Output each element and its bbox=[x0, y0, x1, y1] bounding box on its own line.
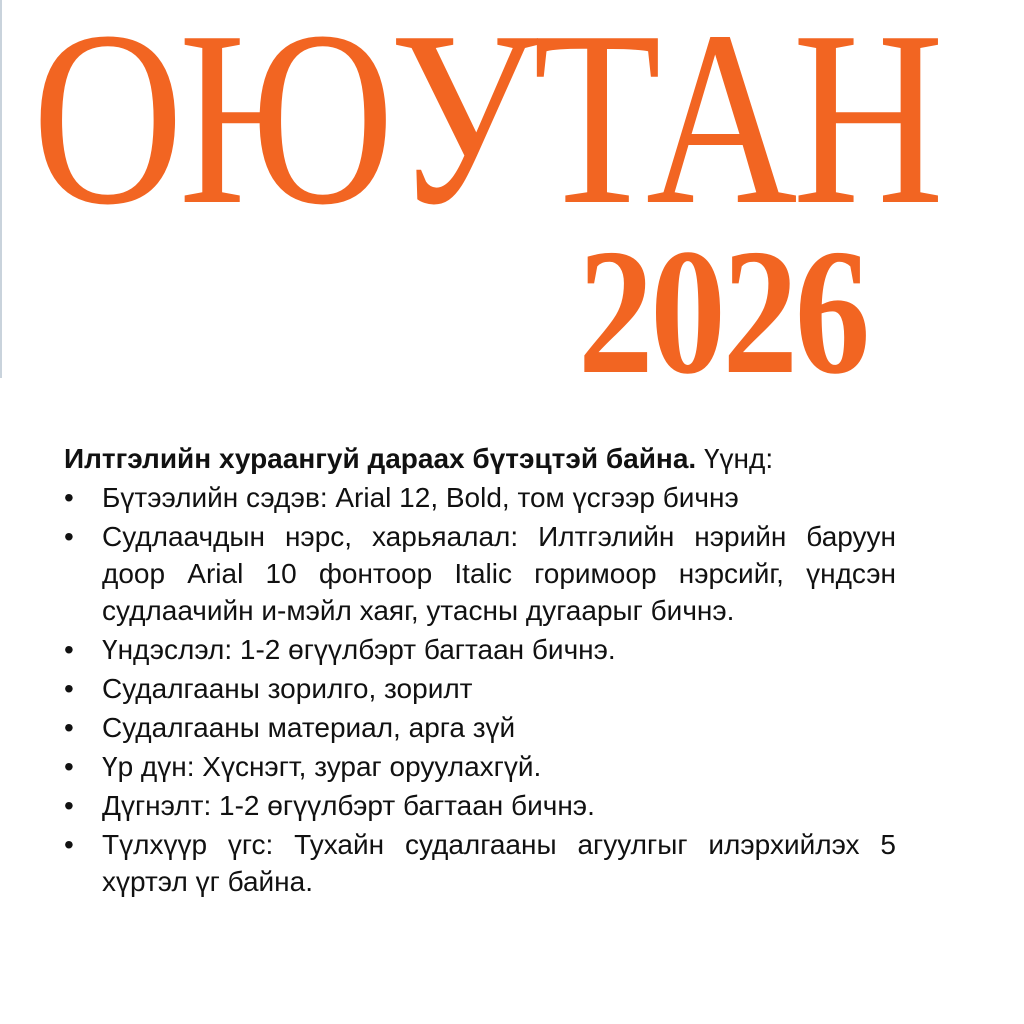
list-item-conclusion bbox=[64, 787, 896, 824]
bullet-icon: • bbox=[64, 521, 74, 552]
bullet-icon: • bbox=[64, 751, 74, 782]
list-item-text: Дүгнэлт: 1-2 өгүүлбэрт багтаан бичнэ. bbox=[102, 790, 595, 821]
list-item-text: Судалгааны материал, арга зүй bbox=[102, 712, 516, 743]
list-item-text: Үндэслэл: 1-2 өгүүлбэрт багтаан бичнэ. bbox=[102, 634, 616, 665]
list-item-results bbox=[64, 748, 896, 785]
list-item-text: Судлаачдын нэрс, харьяалал: Илтгэлийн нэрийн баруун доор Arial 10 фонтоор Italic горимоор нэрсийг, үндсэн судлаачийн и-мэйл хаяг, утасны дугаарыг бичнэ. bbox=[102, 521, 896, 626]
list-item-objectives bbox=[64, 670, 896, 707]
left-edge-line bbox=[0, 0, 2, 378]
list-item-text: Түлхүүр үгс: Тухайн судалгааны агуулгыг илэрхийлэх 5 хүртэл үг байна. bbox=[102, 829, 896, 897]
list-item-topic bbox=[64, 479, 896, 516]
guideline-list bbox=[64, 479, 896, 900]
list-item-text: Бүтээлийн сэдэв: Arial 12, Bold, том үсгээр бичнэ bbox=[102, 482, 739, 513]
bullet-icon: • bbox=[64, 712, 74, 743]
intro-paragraph bbox=[64, 440, 896, 477]
bullet-icon: • bbox=[64, 634, 74, 665]
list-item-authors bbox=[64, 518, 896, 629]
list-item-rationale bbox=[64, 631, 896, 668]
list-item-keywords bbox=[64, 826, 896, 900]
year-heading: 2026 bbox=[578, 212, 867, 411]
list-item-text: Үр дүн: Хүснэгт, зураг оруулахгүй. bbox=[102, 751, 542, 782]
list-item-methods bbox=[64, 709, 896, 746]
bullet-icon: • bbox=[64, 829, 74, 860]
bullet-icon: • bbox=[64, 482, 74, 513]
page-title: ОЮУТАН bbox=[32, 0, 940, 257]
abstract-guidelines bbox=[64, 440, 896, 902]
list-item-text: Судалгааны зорилго, зорилт bbox=[102, 673, 473, 704]
intro-bold-text: Илтгэлийн хураангуй дараах бүтэцтэй байна. bbox=[64, 443, 697, 474]
bullet-icon: • bbox=[64, 790, 74, 821]
intro-rest-text: Үүнд: bbox=[703, 443, 774, 474]
bullet-icon: • bbox=[64, 673, 74, 704]
